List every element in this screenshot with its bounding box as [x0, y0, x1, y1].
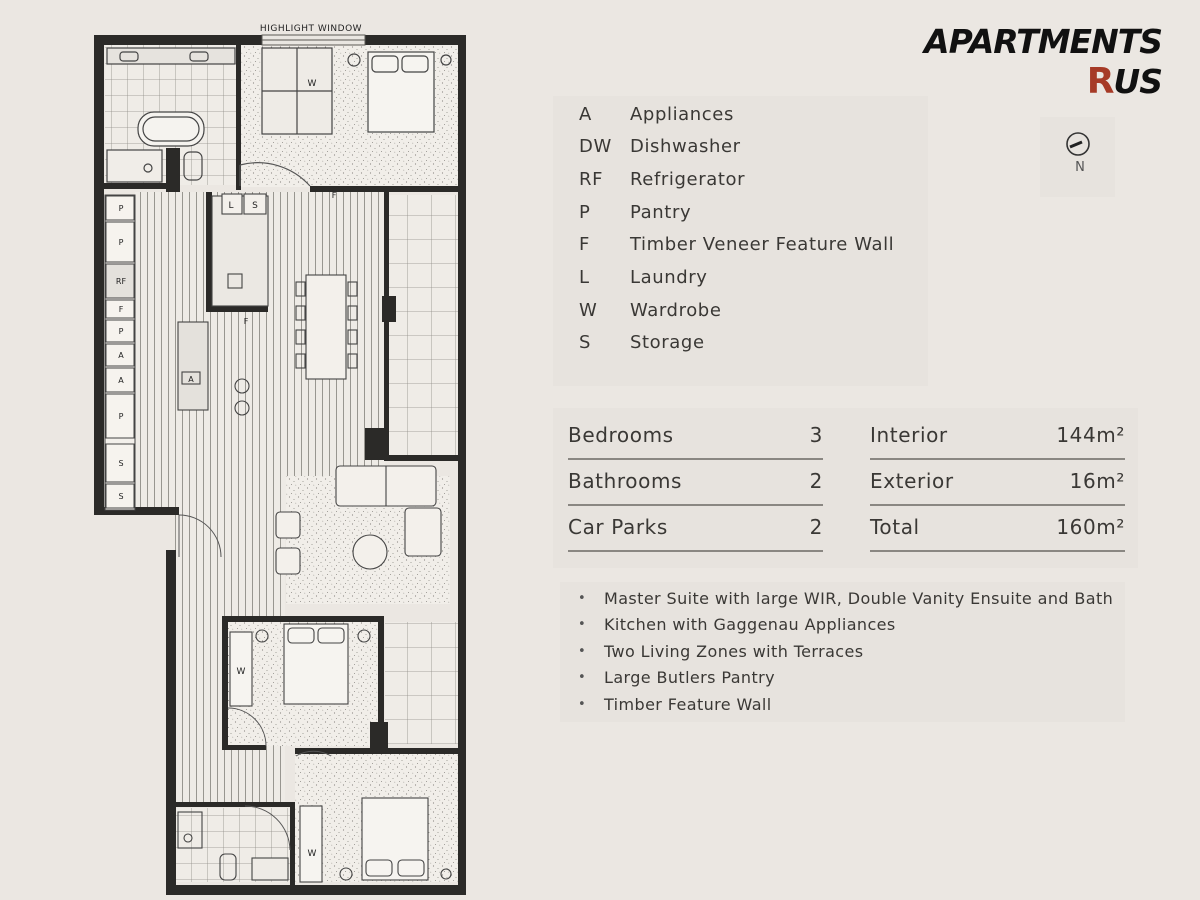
cabinet-label: F [118, 305, 124, 314]
cabinet-cell [106, 394, 134, 438]
bullet-icon: • [578, 590, 587, 606]
dining-table [306, 275, 346, 379]
highlight-window-label: HIGHLIGHT WINDOW [259, 24, 363, 34]
cabinet-cell [106, 444, 134, 482]
stat-bedrooms-value: 3 [809, 423, 823, 447]
feature-item [578, 693, 772, 715]
stat-total-label: Total [870, 515, 920, 539]
legend-code: RF [579, 168, 604, 190]
bullet-icon: • [578, 643, 587, 659]
legend-label: Storage [630, 332, 705, 354]
label-feature-wall-1: F [331, 191, 337, 200]
legend-label: Timber Veneer Feature Wall [630, 234, 895, 256]
cabinet-cell [106, 368, 134, 392]
legend-code: W [579, 299, 598, 321]
feature-item [578, 614, 896, 636]
stat-interior [870, 412, 1125, 460]
cabinet-label: P [118, 412, 124, 421]
cabinet-label: A [118, 376, 124, 385]
legend-label: Appliances [630, 103, 734, 125]
cabinet-cell [106, 344, 134, 366]
stat-interior-label: Interior [870, 423, 948, 447]
label-island-appliance: A [188, 375, 194, 384]
armchair [405, 508, 441, 556]
brand-accent: R [1086, 61, 1114, 102]
feature-text: Master Suite with large WIR, Double Vanity Ensuite and Bath [604, 588, 1114, 608]
bullet-icon: • [578, 696, 587, 712]
legend-item [579, 266, 708, 290]
stat-bathrooms-value: 2 [809, 469, 823, 493]
cabinet-cell [106, 300, 134, 318]
legend-item [579, 167, 745, 191]
legend-code: L [579, 267, 590, 288]
coffee-table [353, 535, 387, 569]
feature-text: Timber Feature Wall [604, 694, 772, 714]
cabinet-label: P [118, 238, 124, 247]
stat-exterior-label: Exterior [870, 469, 954, 493]
master-bed [368, 52, 434, 132]
cabinet-label: A [118, 351, 124, 360]
label-wardrobe-bed2: W [236, 667, 246, 677]
legend-item [579, 200, 691, 224]
legend-label: Laundry [630, 267, 708, 288]
legend-item [579, 102, 734, 126]
label-storage: S [252, 201, 258, 211]
butlers-pantry-cabinets [105, 195, 135, 510]
label-wardrobe-bed3: W [307, 849, 317, 859]
legend-item [579, 331, 705, 355]
stat-exterior-value: 16m² [1069, 469, 1125, 493]
legend-code: A [579, 103, 592, 125]
stat-bathrooms [568, 458, 823, 506]
legend-label: Wardrobe [630, 299, 722, 321]
legend-code: S [579, 332, 592, 354]
stat-car-parks-label: Car Parks [568, 515, 668, 539]
cabinet-cell [106, 264, 134, 298]
legend-code: F [579, 234, 590, 256]
bullet-icon: • [578, 617, 587, 632]
legend-code: P [579, 201, 591, 223]
floor-terrace-1 [388, 195, 458, 455]
cabinet-cell [106, 196, 134, 220]
bullet-icon: • [578, 670, 587, 685]
cabinet-cell [106, 320, 134, 342]
label-wardrobe-master: W [307, 79, 317, 89]
compass-icon [1064, 130, 1092, 158]
brand-suffix: US [1113, 62, 1162, 101]
stat-total-value: 160m² [1056, 515, 1125, 539]
label-laundry: L [228, 201, 234, 211]
legend-label: Pantry [630, 201, 692, 223]
stat-bedrooms-label: Bedrooms [568, 423, 674, 447]
feature-item [578, 667, 775, 689]
legend-item [579, 298, 722, 322]
cabinet-label: RF [115, 277, 127, 286]
legend-code: DW [579, 136, 612, 158]
floor-terrace-2 [385, 622, 458, 744]
cabinet-cell [106, 484, 134, 508]
legend-item [579, 135, 741, 159]
cabinet-label: S [118, 492, 124, 501]
feature-text: Kitchen with Gaggenau Appliances [604, 615, 896, 634]
stat-interior-value: 144m² [1056, 423, 1125, 447]
stat-exterior [870, 458, 1125, 506]
wardrobe-bed3 [300, 806, 322, 882]
cabinet-label: P [118, 204, 124, 213]
label-feature-wall-2: F [243, 317, 249, 326]
compass-label: N [1075, 160, 1085, 175]
cabinet-label: P [118, 327, 124, 336]
feature-text: Large Butlers Pantry [604, 668, 775, 687]
stat-car-parks [568, 504, 823, 552]
brand-logo [862, 22, 1162, 102]
stat-bedrooms [568, 412, 823, 460]
cabinet-label: S [118, 459, 124, 468]
legend-label: Refrigerator [630, 168, 746, 190]
brand-prefix: APARTMENTS [924, 22, 1162, 61]
features-panel [560, 582, 1125, 722]
feature-item [578, 587, 1113, 609]
kitchen-island [178, 322, 208, 410]
stat-car-parks-value: 2 [809, 515, 823, 539]
stat-total [870, 504, 1125, 552]
feature-text: Two Living Zones with Terraces [604, 641, 864, 661]
floor-plan [0, 0, 500, 900]
stat-bathrooms-label: Bathrooms [568, 469, 683, 493]
feature-item [578, 640, 863, 662]
legend-item [579, 233, 894, 257]
legend-label: Dishwasher [630, 136, 741, 158]
cabinet-cell [106, 222, 134, 262]
